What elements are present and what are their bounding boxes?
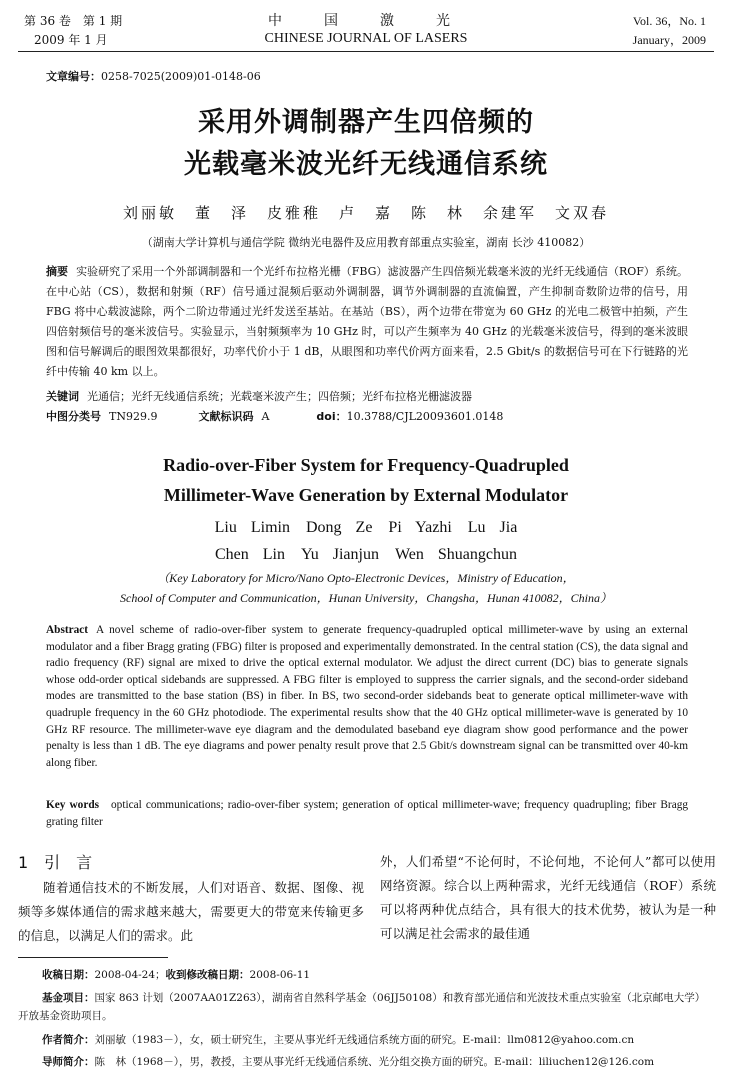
introduction-paragraph-left: 随着通信技术的不断发展，人们对语音、数据、图像、视频等多媒体通信的需求越来越大，需要更大的带宽来传输更多的信息，以满足人们的需求。此	[18, 880, 364, 943]
footnote-dates	[18, 966, 714, 984]
article-number-value: 0258-7025(2009)01-0148-06	[101, 70, 261, 83]
abstract-en	[46, 622, 688, 771]
issue-date-cn: 2009 年 1 月	[34, 33, 108, 47]
header-rule	[18, 51, 714, 52]
advisor-bio-label: 导师简介：	[42, 1056, 95, 1068]
authors-en	[0, 514, 732, 568]
section-heading-introduction: 1 引 言	[18, 853, 93, 872]
running-header-center	[0, 12, 732, 48]
title-en	[0, 450, 732, 510]
body-column-right	[380, 850, 716, 946]
title-en-line-1: Radio-over-Fiber System for Frequency-Quadrupled	[163, 455, 569, 475]
footnote-fund	[18, 989, 714, 1025]
affiliation-en-line-2: School of Computer and Communication，Hunan University，Changsha，Hunan 410082，China）	[120, 591, 612, 605]
title-cn-line-2: 光载毫米波光纤无线通信系统	[184, 149, 548, 180]
footnote-author	[18, 1031, 714, 1049]
author-bio-value: 刘丽敏（1983－），女，硕士研究生，主要从事光纤无线通信系统方面的研究。E-mail：llm0812@yahoo.com.cn	[94, 1034, 635, 1046]
article-number-label: 文章编号：	[46, 70, 101, 83]
author-bio-label: 作者简介：	[42, 1034, 95, 1046]
classification-row	[46, 407, 688, 426]
abstract-en-label: Abstract	[46, 624, 89, 636]
fund-value: 国家 863 计划（2007AA01Z263），湖南省自然科学基金（06JJ50108）和教育部光通信和光波技术重点实验室（北京邮电大学）开放基金资助项目。	[18, 992, 706, 1022]
affiliation-en-line-1: （Key Laboratory for Micro/Nano Opto-Electronic Devices，Ministry of Education，	[157, 571, 575, 585]
journal-name-en: CHINESE JOURNAL OF LASERS	[264, 31, 468, 46]
clc-label: 中图分类号	[46, 410, 101, 423]
title-cn-line-1: 采用外调制器产生四倍频的	[198, 107, 534, 138]
keywords-en-text: optical communications; radio-over-fiber system; generation of optical millimeter-wave; frequency quadrupling; fiber Bragg grating filter	[46, 799, 688, 828]
doi-label: doi：	[316, 410, 347, 423]
article-number	[46, 68, 261, 84]
doi-value[interactable]: 10.3788/CJL20093601.0148	[346, 410, 504, 423]
doc-code-label: 文献标识码	[198, 410, 254, 423]
affiliation-en	[0, 568, 732, 608]
fund-label: 基金项目：	[42, 992, 95, 1004]
footnote-rule	[18, 957, 168, 958]
footnote-advisor	[18, 1053, 714, 1071]
abstract-cn-label: 摘要	[46, 265, 69, 278]
journal-name-cn: 中 国 激 光	[268, 13, 464, 29]
abstract-cn-text: 实验研究了采用一个外部调制器和一个光纤布拉格光栅（FBG）滤波器产生四倍频光载毫米波的光纤无线通信（ROF）系统。在中心站（CS），数据和射频（RF）信号通过混频后驱动外调制器，调节外调制器的直流偏置，产生抑制奇数阶边带的信号，用 FBG 将中心载波滤除，两个二阶边带通过光纤发送至基站。在基站（BS），两个边带在带宽为 60 GHz 的光电二极管中拍频，产生四倍射频信号的毫米波信号。实验显示，当射频频率为 10 GHz 时，可以产生频率为 40 GHz 的光载毫米波信号，得到的毫米波眼图和信号解调后的眼图效果都很好，功率代价小于 1 dB，从眼图和功率代价两方面来看，2.5 Gbit/s 的数据信号可在下行链路的光纤中传输 40 km 以上。	[46, 265, 689, 378]
abstract-cn	[46, 262, 688, 382]
issue-date-en: January，2009	[632, 33, 706, 47]
title-en-line-2: Millimeter-Wave Generation by External Modulator	[163, 485, 569, 505]
clc-value: TN929.9	[109, 410, 158, 423]
keywords-cn	[46, 387, 688, 406]
title-cn	[0, 102, 732, 186]
revised-label: 收到修改稿日期：	[165, 969, 250, 981]
introduction-paragraph-right: 外，人们希望“不论何时，不论何地，不论何人”都可以使用网络资源。综合以上两种需求，光纤无线通信（ROF）系统可以将两种优点结合，具有很大的技术优势，被认为是一种可以满足社会需求的最佳通	[380, 854, 716, 941]
received-value: 2008-04-24；	[94, 969, 166, 981]
volume-issue: 第 36 卷 第 1 期	[24, 14, 123, 28]
authors-en-line-2: Chen Lin Yu Jianjun Wen Shuangchun	[214, 546, 518, 563]
volume-issue-en: Vol. 36，No. 1	[632, 14, 706, 28]
revised-value: 2008-06-11	[249, 969, 311, 981]
abstract-en-text: A novel scheme of radio-over-fiber system to generate frequency-quadrupled optical millimeter-wave by using an external modulator and a fiber Bragg grating (FBG) filter is proposed and experimentally demonstrated. In the central station (CS), the data signal and radio frequency (RF) signal are mixed to drive the optical external modulator. We adjust the direct current (DC) bias to generate signals whose odd-order optical sidebands are suppressed. A FBG filter is employed to suppress the carrier signals, and the second-order sideband modes are transmitted to the base station (BS) in fiber. In BS, two second-order sidebands beat to generate optical millimeter-wave with quadruple frequency in the 60 GHz photodiode. The experimental results show that the 40 GHz optical millimeter-wave is generated by 10 GHz RF resource. The millimeter-wave eye diagram and the demodulated baseband eye diagram show good performance and the power penalty is less than 1 dB. The eye diagrams and power penalty result prove that 2.5 Gbit/s downstream signal can be transmitted over 40-km along fiber.	[46, 624, 688, 769]
keywords-cn-text: 光通信；光纤无线通信系统；光载毫米波产生；四倍频；光纤布拉格光栅滤波器	[87, 390, 472, 403]
affiliation-cn: （湖南大学计算机与通信学院 微纳光电器件及应用教育部重点实验室，湖南 长沙 410082）	[141, 236, 591, 249]
running-header-right	[633, 12, 706, 50]
advisor-bio-value: 陈 林（1968－），男，教授，主要从事光纤无线通信系统、光分组交换方面的研究。E-mail：liliuchen12@126.com	[94, 1056, 655, 1068]
authors-cn: 刘丽敏 董 泽 皮雅稚 卢 嘉 陈 林 余建军 文双春	[122, 204, 609, 222]
body-column-left	[18, 850, 364, 948]
keywords-cn-label: 关键词	[46, 390, 79, 403]
keywords-en	[46, 797, 688, 830]
authors-en-line-1: Liu Limin Dong Ze Pi Yazhi Lu Jia	[214, 519, 518, 536]
received-label: 收稿日期：	[42, 969, 95, 981]
doc-code-value: A	[261, 410, 270, 423]
keywords-en-label: Key words	[46, 799, 100, 811]
